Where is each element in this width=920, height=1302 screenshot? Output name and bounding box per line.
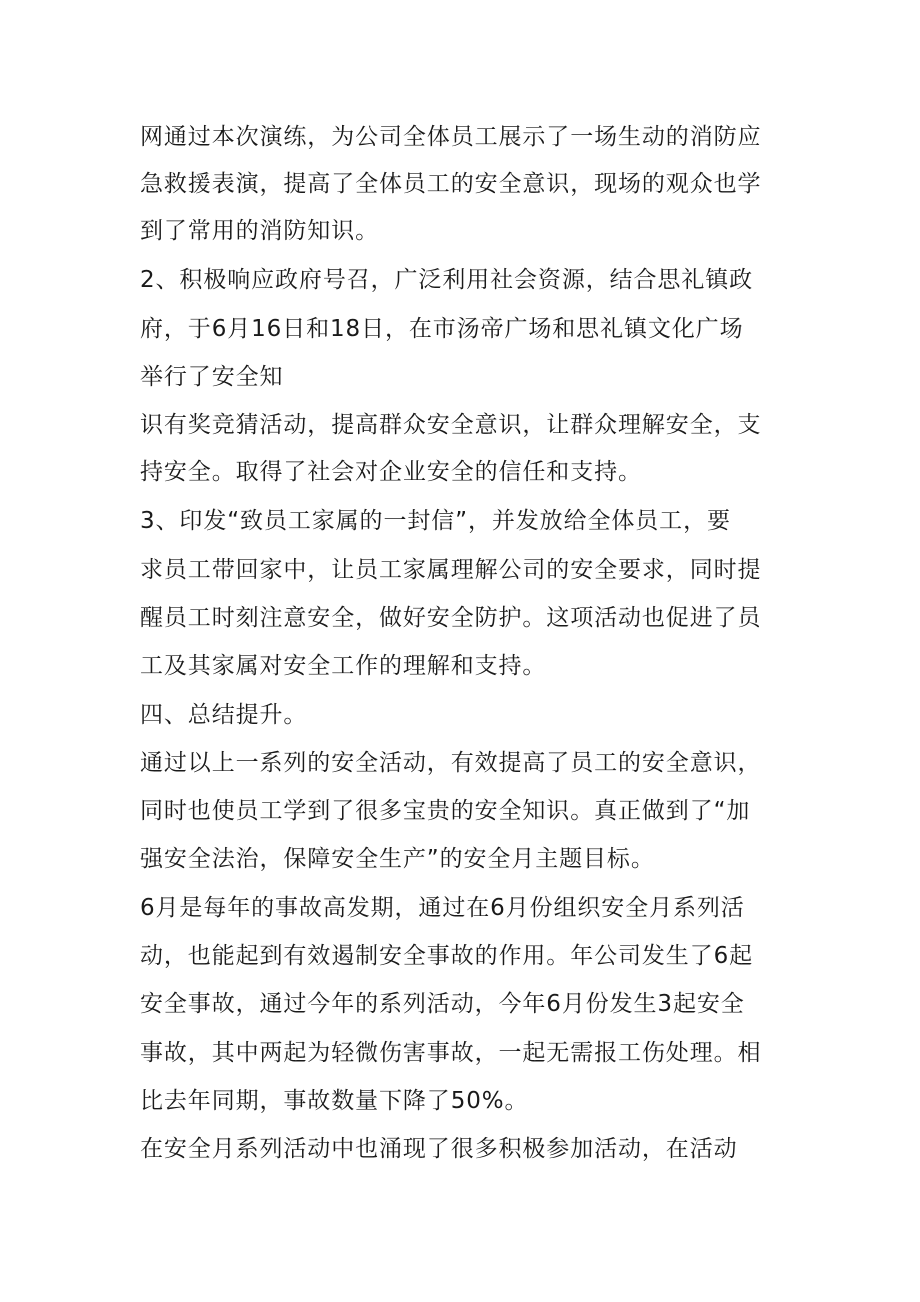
text-line: 3、印发“致员工家属的一封信”，并发放给全体员工，要 [140,508,731,534]
text-line: 同时也使员工学到了很多宝贵的安全知识。真正做到了“加 [140,798,751,824]
text-line: 持安全。取得了社会对企业安全的信任和支持。 [140,459,642,485]
text-line: 通过以上一系列的安全活动，有效提高了员工的安全意识， [140,750,762,776]
section-heading: 四、总结提升。 [140,702,308,728]
text-line: 事故，其中两起为轻微伤害事故，一起无需报工伤处理。相 [140,1040,762,1066]
text-line: 网通过本次演练，为公司全体员工展示了一场生动的消防应 [140,124,762,150]
text-line: 识有奖竞猜活动，提高群众安全意识，让群众理解安全，支 [140,412,762,438]
text-line: 举行了安全知 [140,364,284,390]
text-line: 6月是每年的事故高发期，通过在6月份组织安全月系列活 [140,895,745,921]
text-line: 2、积极响应政府号召，广泛利用社会资源，结合思礼镇政 [140,267,754,293]
text-line: 安全事故，通过今年的系列活动，今年6月份发生3起安全 [140,991,745,1017]
text-line: 求员工带回家中，让员工家属理解公司的安全要求，同时提 [140,557,762,583]
text-line: 醒员工时刻注意安全，做好安全防护。这项活动也促进了员 [140,605,762,631]
text-line: 在安全月系列活动中也涌现了很多积极参加活动，在活动 [140,1136,738,1162]
text-line: 急救援表演，提高了全体员工的安全意识，现场的观众也学 [140,171,762,197]
text-line: 强安全法治，保障安全生产”的安全月主题目标。 [140,846,655,872]
text-line: 动，也能起到有效遏制安全事故的作用。年公司发生了6起 [140,943,754,969]
text-line: 到了常用的消防知识。 [140,218,379,244]
text-line: 工及其家属对安全工作的理解和支持。 [140,653,547,679]
text-line: 比去年同期，事故数量下降了50%。 [140,1088,529,1114]
text-line: 府，于6月16日和18日，在市汤帝广场和思礼镇文化广场 [140,316,744,342]
